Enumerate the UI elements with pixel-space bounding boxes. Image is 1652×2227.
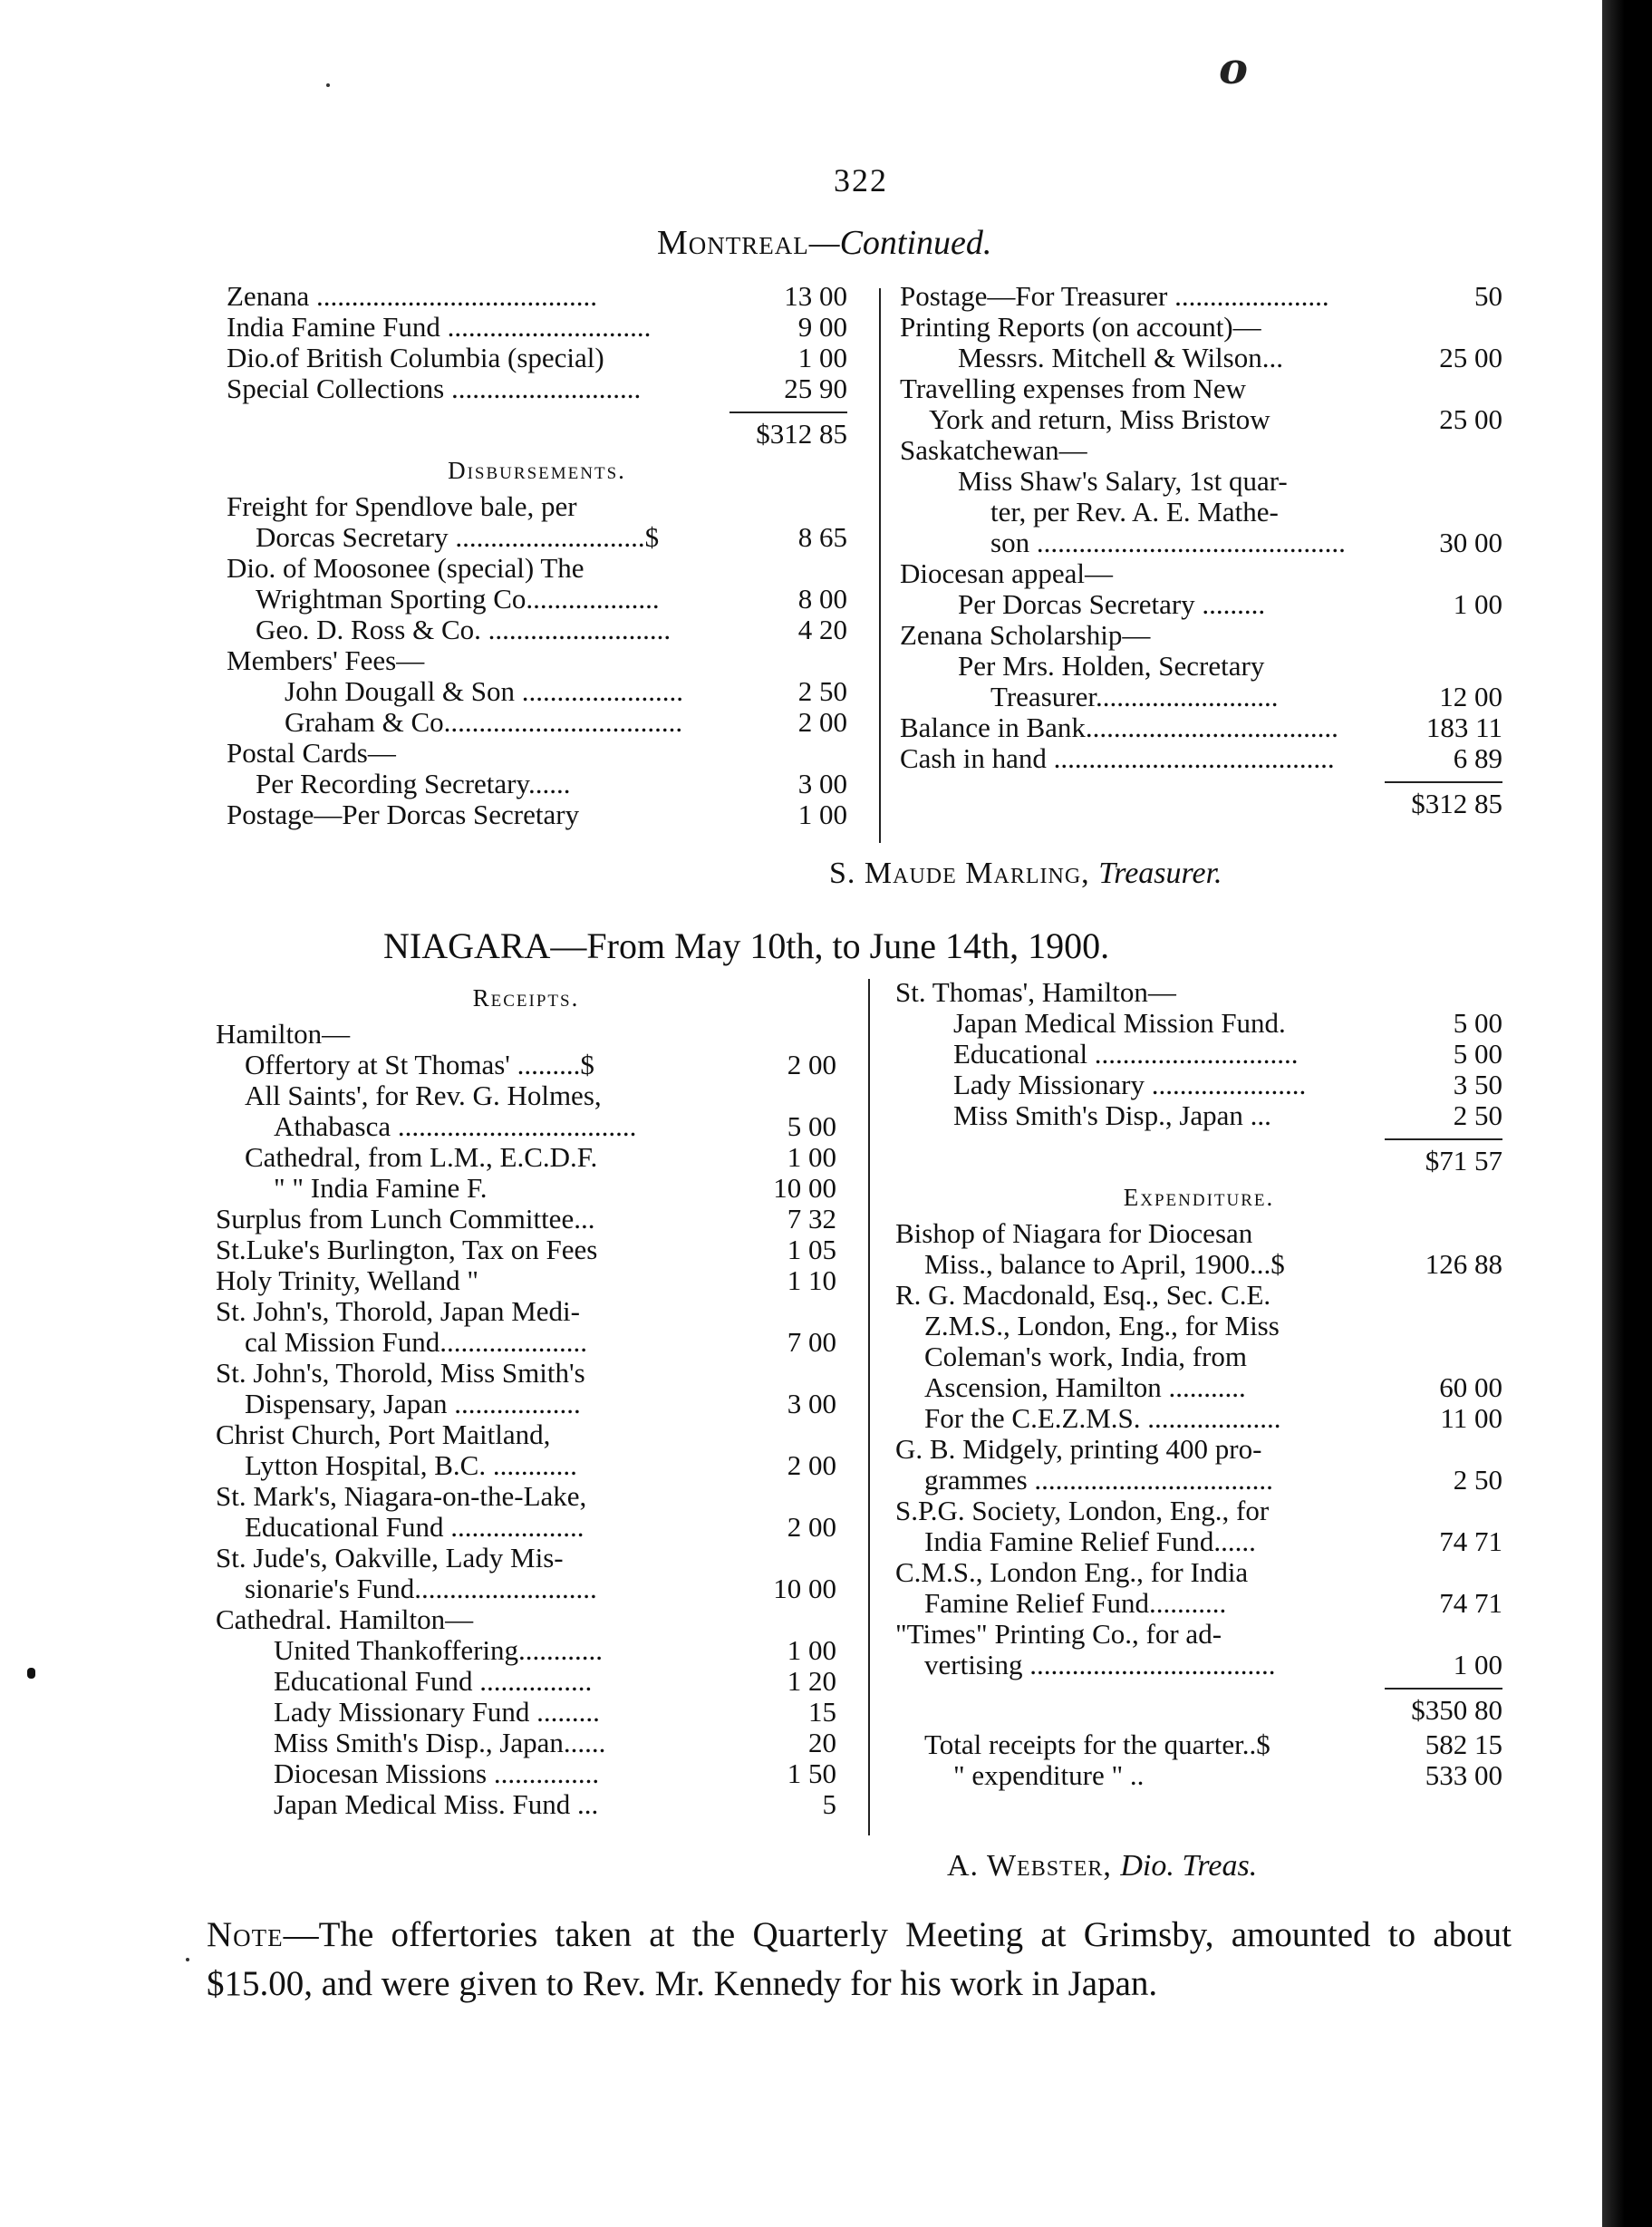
page-number: 322 [834,162,888,198]
entry-amount: 1 00 [787,1634,836,1666]
entry-label: Surplus from Lunch Committee... [216,1204,595,1235]
entry-label: Diocesan Missions ............... [274,1758,600,1789]
montreal-left-column [227,281,847,830]
entry-label: Japan Medical Mission Fund. [953,1008,1286,1039]
speck [186,1958,189,1961]
montreal-disbursement-row [227,553,847,584]
entry-label: India Famine Fund ............................. [227,312,652,343]
entry-label: Geo. D. Ross & Co. .......................... [256,615,671,645]
entry-label: Bishop of Niagara for Diocesan [895,1218,1253,1249]
montreal-receipt-row [227,373,847,404]
entry-label: C.M.S., London Eng., for India [895,1557,1249,1588]
entry-amount: 582 15 [1425,1728,1502,1760]
entry-label: sionarie's Fund.......................... [245,1573,597,1604]
entry-amount: 2 00 [787,1049,836,1080]
niagara-receipt-row [216,1389,836,1419]
entry-label: United Thankoffering............ [274,1635,604,1666]
montreal-disbursement-row [900,312,1502,343]
disbursements-heading: Disbursements. [448,457,626,484]
entry-label: Lytton Hospital, B.C. ............ [245,1450,577,1481]
entry-label: Dorcas Secretary ...........................$ [256,522,660,553]
expenditure-heading: Expenditure. [1123,1184,1275,1211]
entry-label: son ............................................ [990,528,1346,558]
entry-label: Lady Missionary ...................... [953,1070,1307,1100]
montreal-disbursement-row [900,497,1502,528]
speck [326,83,330,87]
entry-label: St. John's, Thorold, Japan Medi- [216,1296,580,1327]
entry-amount: 5 00 [1453,1007,1502,1039]
montreal-disbursement-row [900,435,1502,466]
entry-amount: 60 00 [1439,1371,1502,1403]
niagara-receipt-row [216,1512,836,1543]
niagara-receipt-row [216,1296,836,1327]
montreal-disbursement-row [227,615,847,645]
niagara-receipt-row [216,1173,836,1204]
entry-label: grammes .................................. [924,1465,1273,1496]
niagara-expenditure-row [895,1249,1502,1280]
entry-label: Per Mrs. Holden, Secretary [958,651,1265,682]
niagara-expenditure-row [895,1619,1502,1650]
entry-label: Dio.of British Columbia (special) [227,343,604,373]
montreal-disbursement-row [900,558,1502,589]
entry-label: Per Recording Secretary...... [256,769,571,799]
montreal-disbursement-row [900,651,1502,682]
entry-amount: 3 00 [797,768,847,799]
entry-label: Famine Relief Fund........... [924,1588,1227,1619]
entry-label: Lady Missionary Fund ......... [274,1697,600,1728]
montreal-receipt-row [227,343,847,373]
entry-amount: 5 [822,1788,836,1820]
entry-amount: 5 00 [1453,1038,1502,1070]
entry-amount: 9 00 [797,311,847,343]
montreal-signature-name: S. Maude Marling, [829,857,1099,890]
entry-amount: 10 00 [773,1172,836,1204]
entry-label: St. Mark's, Niagara-on-the-Lake, [216,1481,587,1512]
entry-amount: 1 00 [797,342,847,373]
entry-label: Dispensary, Japan .................. [245,1389,581,1419]
niagara-receipt-row [216,1635,836,1666]
montreal-disbursement-row [900,712,1502,743]
entry-label: Travelling expenses from New [900,373,1246,404]
montreal-disbursement-row [900,743,1502,774]
entry-amount: 8 00 [797,583,847,615]
expenditure-total-rule [1385,1688,1502,1690]
niagara-receipt-row [216,1327,836,1358]
entry-amount: 25 00 [1439,403,1502,435]
entry-label: Per Dorcas Secretary ......... [958,589,1266,620]
niagara-signature-title: Dio. Treas. [1120,1849,1258,1883]
montreal-disbursement-row [900,343,1502,373]
niagara-receipt-row [216,1204,836,1235]
entry-label: R. G. Macdonald, Esq., Sec. C.E. [895,1280,1271,1311]
niagara-receipts-column [216,977,836,1820]
entry-label: Athabasca .................................. [274,1111,637,1142]
montreal-disbursement-row [227,738,847,769]
entry-label: Freight for Spendlove bale, per [227,491,577,522]
entry-amount: 1 50 [787,1757,836,1789]
montreal-right-column [900,281,1502,819]
entry-label: ter, per Rev. A. E. Mathe- [990,497,1279,528]
montreal-disbursement-row [227,522,847,553]
entry-amount: 74 71 [1439,1525,1502,1557]
niagara-expenditure-total: $350 80 [1411,1694,1502,1726]
entry-label: Ascension, Hamilton ........... [924,1372,1246,1403]
niagara-receipt-row [216,1358,836,1389]
entry-label: India Famine Relief Fund...... [924,1526,1256,1557]
entry-label: Miss., balance to April, 1900...$ [924,1249,1285,1280]
niagara-summary-row [895,1729,1502,1760]
entry-amount: 8 65 [797,521,847,553]
entry-label: Postage—For Treasurer ...................... [900,281,1329,312]
niagara-signature [947,1849,1257,1883]
entry-amount: 12 00 [1439,681,1502,712]
montreal-disbursement-row [900,589,1502,620]
entry-label: Messrs. Mitchell & Wilson... [958,343,1283,373]
niagara-receipt-row [216,1789,836,1820]
entry-amount: 5 00 [787,1110,836,1142]
entry-label: Graham & Co.................................. [285,707,683,738]
entry-amount: 1 00 [797,799,847,830]
receipts-heading: Receipts. [472,984,580,1012]
entry-amount: 30 00 [1439,527,1502,558]
entry-label: Miss Shaw's Salary, 1st quar- [958,466,1288,497]
niagara-signature-name: A. Webster, [947,1849,1121,1883]
entry-amount: 1 00 [1453,1649,1502,1680]
montreal-disbursement-row [227,676,847,707]
entry-amount: 2 00 [787,1511,836,1543]
montreal-disbursement-row [900,373,1502,404]
entry-amount: 1 05 [787,1234,836,1265]
entry-label: Coleman's work, India, from [924,1341,1247,1372]
entry-label: Cathedral. Hamilton— [216,1604,474,1635]
entry-label: Offertory at St Thomas' .........$ [245,1050,594,1080]
niagara-receipt-row [216,1604,836,1635]
niagara-expenditure-row [895,1403,1502,1434]
entry-label: Zenana ........................................ [227,281,597,312]
entry-label: Miss Smith's Disp., Japan ... [953,1100,1271,1131]
entry-amount: 15 [808,1696,836,1728]
niagara-receipt-row [216,1573,836,1604]
entry-label: St. Jude's, Oakville, Lady Mis- [216,1543,564,1573]
entry-label: For the C.E.Z.M.S. ................... [924,1403,1281,1434]
entry-amount: 25 00 [1439,342,1502,373]
niagara-receipt-row [216,1543,836,1573]
entry-amount: 25 90 [784,373,847,404]
note-label: Note [207,1915,284,1954]
entry-amount: 3 00 [787,1388,836,1419]
montreal-left-total: $312 85 [756,418,847,450]
entry-label: " " India Famine F. [274,1173,488,1204]
montreal-disbursement-row [227,707,847,738]
entry-label: Educational ............................. [953,1039,1299,1070]
entry-label: Cash in hand ........................................ [900,743,1335,774]
entry-amount: 183 11 [1425,712,1502,743]
entry-amount: 4 20 [797,614,847,645]
entry-label: St. John's, Thorold, Miss Smith's [216,1358,585,1389]
entry-label: Members' Fees— [227,645,425,676]
montreal-disbursement-row [900,528,1502,558]
entry-label: S.P.G. Society, London, Eng., for [895,1496,1270,1526]
montreal-disbursement-row [227,799,847,830]
entry-amount: 20 [808,1727,836,1758]
entry-label: Saskatchewan— [900,435,1087,466]
niagara-receipt-row [216,1080,836,1111]
subtotal-rule [729,412,847,413]
scan-edge-shadow [1602,0,1652,2227]
entry-amount: 2 50 [1453,1099,1502,1131]
entry-amount: 1 10 [787,1264,836,1296]
niagara-receipt-row [895,977,1502,1008]
entry-amount: 1 00 [787,1141,836,1173]
niagara-expenditure-row [895,1557,1502,1588]
entry-amount: 13 00 [784,280,847,312]
niagara-expenditure-row [895,1496,1502,1526]
note-text: —The offertories taken at the Quarterly Meeting at Grimsby, amounted to about $15.00, and were given to Rev. Mr. Kennedy for his work in Japan. [207,1915,1512,2003]
entry-amount: 126 88 [1425,1248,1502,1280]
entry-label: Cathedral, from L.M., E.C.D.F. [245,1142,598,1173]
niagara-receipt-row [216,1019,836,1050]
niagara-receipt-row [216,1111,836,1142]
entry-label: Balance in Bank.................................... [900,712,1338,743]
entry-amount: 74 71 [1439,1587,1502,1619]
montreal-receipt-row [227,281,847,312]
niagara-expenditure-row [895,1588,1502,1619]
entry-label: G. B. Midgely, printing 400 pro- [895,1434,1262,1465]
niagara-expenditure-row [895,1465,1502,1496]
entry-label: Christ Church, Port Maitland, [216,1419,551,1450]
entry-label: Holy Trinity, Welland " [216,1265,479,1296]
niagara-receipt-row [216,1728,836,1758]
niagara-receipt-row [216,1050,836,1080]
entry-amount: 6 89 [1453,742,1502,774]
entry-label: Treasurer.......................... [990,682,1279,712]
niagara-receipt-row [216,1758,836,1789]
entry-label: Dio. of Moosonee (special) The [227,553,584,584]
niagara-receipt-row [216,1142,836,1173]
entry-label: "Times" Printing Co., for ad- [895,1619,1222,1650]
entry-amount: 10 00 [773,1573,836,1604]
montreal-disbursement-row [900,466,1502,497]
niagara-expenditure-row [895,1311,1502,1341]
entry-label: Educational Fund ................ [274,1666,593,1697]
niagara-receipt-row [216,1265,836,1296]
montreal-signature-title: Treasurer. [1098,857,1222,890]
entry-amount: 11 00 [1440,1402,1502,1434]
receipts-total-rule [1385,1138,1502,1140]
montreal-disbursement-row [900,281,1502,312]
entry-label: Postage—Per Dorcas Secretary [227,799,580,830]
entry-label: Diocesan appeal— [900,558,1113,589]
entry-label: Hamilton— [216,1019,351,1050]
niagara-receipt-row [216,1481,836,1512]
niagara-receipt-row [216,1666,836,1697]
entry-amount: 3 50 [1453,1069,1502,1100]
entry-label: Printing Reports (on account)— [900,312,1261,343]
montreal-disbursement-row [900,682,1502,712]
entry-label: Educational Fund ................... [245,1512,584,1543]
montreal-disbursement-row [900,620,1502,651]
niagara-expenditure-row [895,1218,1502,1249]
montreal-disbursement-row [900,404,1502,435]
niagara-receipt-row [216,1697,836,1728]
entry-label: Miss Smith's Disp., Japan...... [274,1728,606,1758]
entry-label: Total receipts for the quarter..$ [924,1729,1270,1760]
entry-amount: 2 50 [797,675,847,707]
montreal-heading-continued: —Continued. [808,224,992,262]
total-rule [1385,781,1502,783]
entry-amount: 2 00 [797,706,847,738]
montreal-disbursement-row [227,645,847,676]
entry-label: John Dougall & Son ....................... [285,676,684,707]
montreal-disbursement-row [227,584,847,615]
niagara-expenditure-row [895,1434,1502,1465]
entry-amount: 2 50 [1453,1464,1502,1496]
entry-label: Z.M.S., London, Eng., for Miss [924,1311,1280,1341]
niagara-expenditure-row [895,1526,1502,1557]
entry-label: Japan Medical Miss. Fund ... [274,1789,599,1820]
niagara-receipt-row [895,1070,1502,1100]
entry-amount: 1 00 [1453,588,1502,620]
entry-amount: 533 00 [1425,1759,1502,1791]
entry-label: Postal Cards— [227,738,396,769]
entry-label: vertising ................................... [924,1650,1276,1680]
montreal-right-total: $312 85 [1411,788,1502,819]
speck [27,1668,35,1679]
niagara-receipt-row [895,1008,1502,1039]
montreal-receipt-row [227,312,847,343]
niagara-heading: NIAGARA—From May 10th, to June 14th, 1900. [383,925,1110,966]
niagara-receipt-row [895,1100,1502,1131]
niagara-summary-row [895,1760,1502,1791]
niagara-receipt-row [216,1419,836,1450]
entry-amount: 7 00 [787,1326,836,1358]
montreal-disbursement-row [227,769,847,799]
entry-label: Zenana Scholarship— [900,620,1151,651]
entry-amount: 7 32 [787,1203,836,1235]
montreal-column-divider [879,288,881,843]
entry-label: Special Collections ........................... [227,373,642,404]
entry-amount: 50 [1474,280,1502,312]
corner-mark: o [1219,44,1249,94]
entry-amount: 1 20 [787,1665,836,1697]
entry-label: St.Luke's Burlington, Tax on Fees [216,1235,598,1265]
niagara-receipt-row [895,1039,1502,1070]
entry-label: cal Mission Fund..................... [245,1327,588,1358]
niagara-expenditure-row [895,1280,1502,1311]
niagara-expenditure-row [895,1372,1502,1403]
montreal-heading-place: Montreal [657,224,809,262]
montreal-heading [657,223,991,263]
entry-label: St. Thomas', Hamilton— [895,977,1176,1008]
niagara-receipt-row [216,1450,836,1481]
niagara-expenditure-row [895,1341,1502,1372]
niagara-expenditure-row [895,1650,1502,1680]
entry-label: All Saints', for Rev. G. Holmes, [245,1080,602,1111]
niagara-receipt-row [216,1235,836,1265]
niagara-receipts-total: $71 57 [1425,1145,1502,1176]
niagara-right-column [895,977,1502,1791]
entry-label: Wrightman Sporting Co................... [256,584,660,615]
entry-label: " expenditure " .. [953,1760,1145,1791]
niagara-column-divider [868,979,870,1835]
montreal-signature [829,857,1222,891]
entry-amount: 2 00 [787,1449,836,1481]
montreal-disbursement-row [227,491,847,522]
entry-label: York and return, Miss Bristow [929,404,1270,435]
note-paragraph [207,1911,1512,2009]
